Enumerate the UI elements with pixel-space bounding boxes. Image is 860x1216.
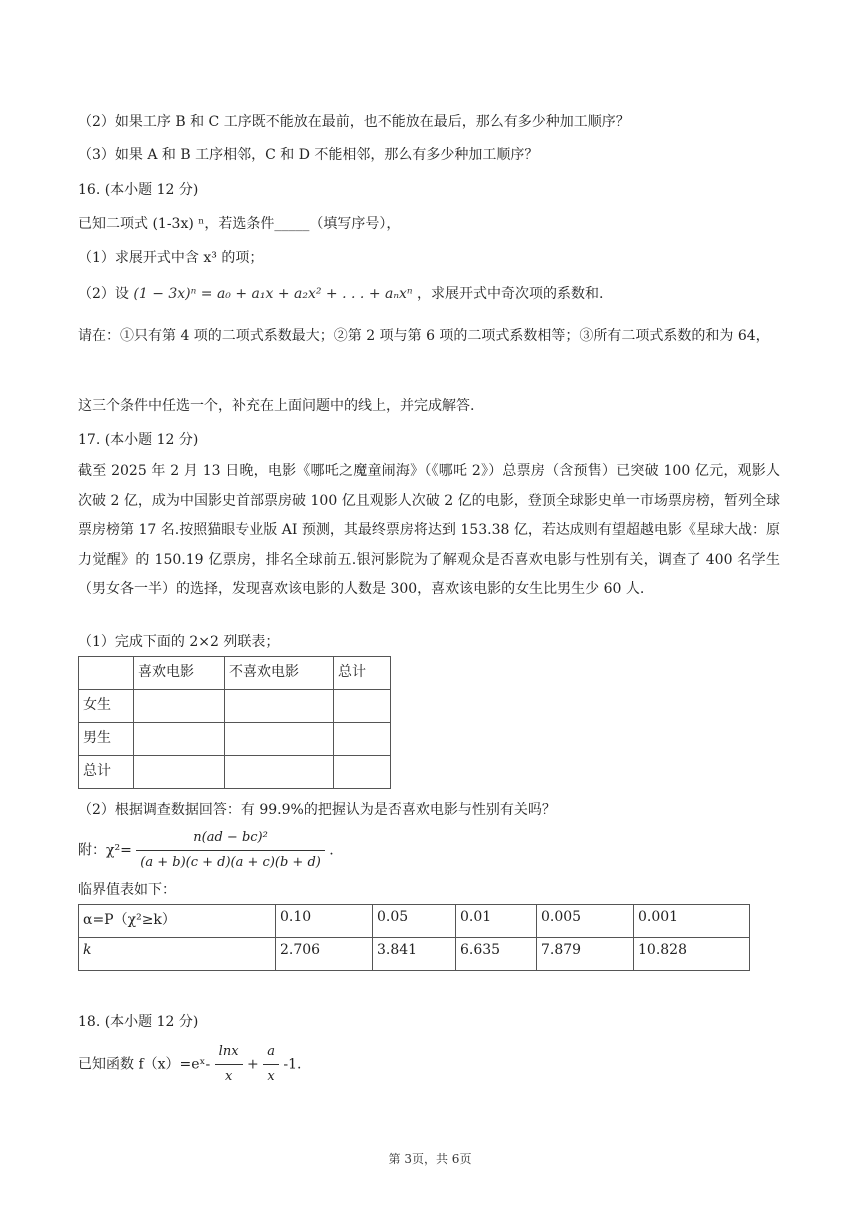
- q17-part2: （2）根据调查数据回答：有 99.9%的把握认为是否喜欢电影与性别有关吗？: [78, 802, 556, 818]
- table-cell: 总计: [79, 756, 134, 789]
- plus-sign: +: [247, 1056, 259, 1073]
- table-cell: [134, 690, 225, 723]
- table-cell: [334, 723, 391, 756]
- chi-square-fraction: [136, 826, 325, 875]
- table-cell: [334, 690, 391, 723]
- contingency-table: [78, 656, 391, 789]
- q17-part1: （1）完成下面的 2×2 列联表；: [78, 634, 280, 650]
- chi-square-numerator: n(ad − bc)²: [136, 826, 325, 851]
- chi-square-prefix: 附：χ²=: [78, 842, 132, 859]
- q16-part2-suffix: ，求展开式中奇次项的系数和.: [417, 286, 604, 302]
- table-row: [79, 938, 750, 971]
- table-cell: [134, 723, 225, 756]
- table-cell: [334, 756, 391, 789]
- q18-function-line: [78, 1040, 780, 1089]
- q16-header: 16. (本小题 12 分): [78, 182, 199, 198]
- q17-stem: 截至 2025 年 2 月 13 日晚，电影《哪吒之魔童闹海》（《哪吒 2》）总票房（含预售）已突破 100 亿元，观影人次破 2 亿，成为中国影史首部票房破 100 亿且观影人次破 2 亿的电影，登顶全球影史单一市场票房榜，暂列全球票房榜第 17 名.按照猫眼专业版 AI 预测，其最终票房将达到 153.38 亿，若达成则有望超越电影《星球大战：原力觉醒》的 150.19 亿票房，排名全球前五.银河影院为了解观众是否喜欢电影与性别有关，调查了 400 名学生（男女各一半）的选择，发现喜欢该电影的人数是 300，喜欢该电影的女生比男生少 60 人.: [78, 463, 780, 597]
- ln-fraction-numerator: lnx: [215, 1040, 243, 1065]
- table-cell: [225, 756, 334, 789]
- q18-prefix: 已知函数 f（x）=eˣ-: [78, 1056, 211, 1073]
- table-cell: 10.828: [634, 938, 750, 971]
- table-cell: 女生: [79, 690, 134, 723]
- chi-square-denominator: (a + b)(c + d)(a + c)(b + d): [140, 855, 321, 870]
- table-cell: 0.01: [456, 905, 537, 938]
- table-cell: 0.10: [276, 905, 373, 938]
- chi-square-formula-line: [78, 826, 780, 875]
- q16-instruction: 这三个条件中任选一个，补充在上面问题中的线上，并完成解答.: [78, 398, 475, 414]
- page-footer: 第 3页，共 6页: [388, 1152, 472, 1166]
- q17-header: 17. (本小题 12 分): [78, 432, 199, 448]
- q18-header: 18. (本小题 12 分): [78, 1014, 199, 1030]
- table-row: [79, 657, 391, 690]
- q16-stem: 已知二项式 (1-3x) ⁿ，若选条件_____（填写序号），: [78, 216, 401, 232]
- q16-expansion-formula: (1 − 3x)ⁿ = a₀ + a₁x + a₂x² + . . . + aₙxⁿ: [133, 286, 413, 302]
- table-cell: 0.05: [373, 905, 456, 938]
- table-cell: 喜欢电影: [134, 657, 225, 690]
- a-fraction-numerator: a: [263, 1040, 279, 1065]
- table-row: [79, 905, 750, 938]
- q15-part2: （2）如果工序 B 和 C 工序既不能放在最前，也不能放在最后，那么有多少种加工顺序？: [78, 114, 630, 130]
- q16-part2-prefix: （2）设: [78, 286, 129, 302]
- table-cell: 3.841: [373, 938, 456, 971]
- table-cell: α=P（χ²≥k）: [79, 905, 276, 938]
- a-fraction: [263, 1040, 279, 1089]
- table-cell: [225, 723, 334, 756]
- table-cell: 6.635: [456, 938, 537, 971]
- q16-part2: [78, 284, 780, 304]
- critical-value-table: [78, 904, 750, 971]
- ln-fraction-denominator: x: [224, 1069, 233, 1084]
- table-cell: k: [79, 938, 276, 971]
- q16-part1: （1）求展开式中含 x³ 的项；: [78, 250, 264, 266]
- ln-fraction: [215, 1040, 243, 1089]
- formula-period: .: [329, 842, 334, 859]
- table-cell: 男生: [79, 723, 134, 756]
- table-row: [79, 756, 391, 789]
- q18-suffix: -1.: [283, 1056, 302, 1073]
- table-cell: [225, 690, 334, 723]
- table-cell: [134, 756, 225, 789]
- table-cell: 7.879: [537, 938, 634, 971]
- table-cell: 0.005: [537, 905, 634, 938]
- q16-conditions: 请在：①只有第 4 项的二项式系数最大；②第 2 项与第 6 项的二项式系数相等；③所有二项式系数的和为 64，: [78, 328, 770, 344]
- a-fraction-denominator: x: [267, 1069, 275, 1084]
- table-row: [79, 723, 391, 756]
- table-cell: [79, 657, 134, 690]
- q15-part3: （3）如果 A 和 B 工序相邻，C 和 D 不能相邻，那么有多少种加工顺序？: [78, 147, 539, 163]
- table-cell: 2.706: [276, 938, 373, 971]
- table-cell: 总计: [334, 657, 391, 690]
- table-cell: 0.001: [634, 905, 750, 938]
- critical-value-title: 临界值表如下：: [78, 882, 176, 898]
- table-row: [79, 690, 391, 723]
- table-cell: 不喜欢电影: [225, 657, 334, 690]
